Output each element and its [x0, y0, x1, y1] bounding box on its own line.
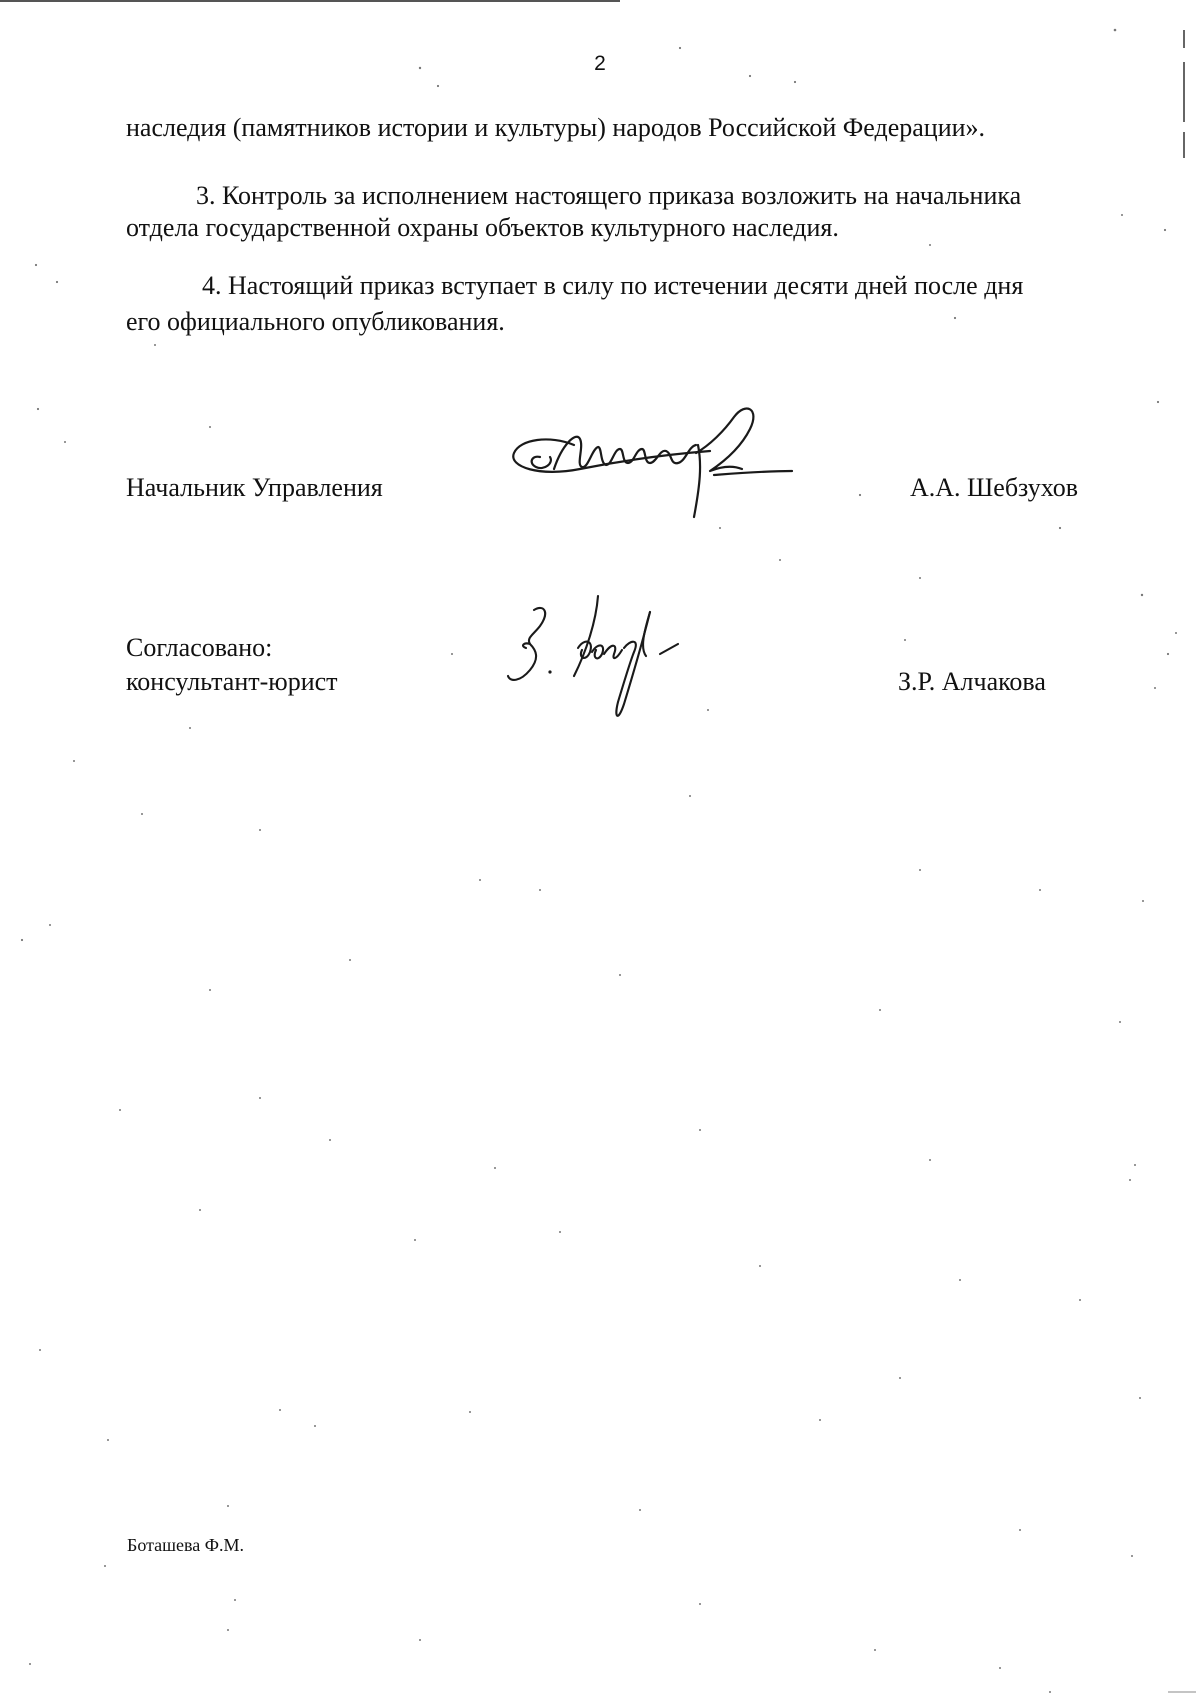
- agreed-position-label: консультант-юрист: [126, 667, 338, 696]
- head-position-label: Начальник Управления: [126, 473, 383, 502]
- paragraph-item-4-line-1: 4. Настоящий приказ вступает в силу по истечении десяти дней после дня: [202, 271, 1024, 300]
- executor-name: Боташева Ф.М.: [127, 1535, 244, 1555]
- head-signatory-name: А.А. Шебзухов: [910, 473, 1079, 502]
- paragraph-item-4-line-2: его официального опубликования.: [126, 307, 505, 336]
- paragraph-item-3-line-2: отдела государственной охраны объектов культурного наследия.: [126, 213, 839, 242]
- agreed-label: Согласовано:: [126, 633, 273, 662]
- page-number: 2: [594, 52, 606, 75]
- paragraph-continuation: наследия (памятников истории и культуры) народов Российской Федерации».: [126, 113, 986, 142]
- agreed-signatory-name: З.Р. Алчакова: [898, 667, 1046, 696]
- paragraph-item-3-line-1: 3. Контроль за исполнением настоящего приказа возложить на начальника: [196, 181, 1022, 210]
